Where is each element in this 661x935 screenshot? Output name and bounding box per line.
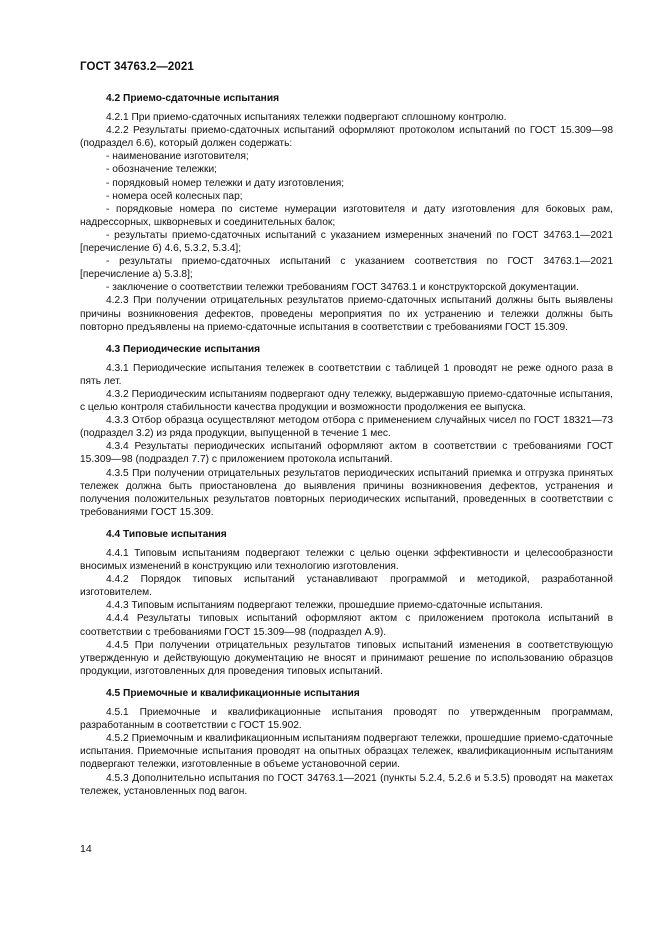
document-code-header: ГОСТ 34763.2—2021 xyxy=(80,61,194,73)
section-title: 4.5 Приемочные и квалификационные испытания xyxy=(106,687,360,699)
list-item: - обозначение тележки; xyxy=(106,164,217,176)
list-item: - номера осей колесных пар; xyxy=(106,190,243,202)
paragraph: 4.3.2 Периодическим испытаниям подвергают одну тележку, выдержавшую приемо-сдаточные испытания, с целью контроля стабильности качества продукции и возможности продолжения ее выпуска. xyxy=(80,388,613,414)
paragraph: 4.4.5 При получении отрицательных результатов типовых испытаний изменения в соответствующую утвержденную и действующую документацию не вносят и принимают решение по использованию образцов продукции, изготовленных для проведения типовых испытаний. xyxy=(80,639,613,677)
paragraph: 4.5.3 Дополнительно испытания по ГОСТ 34763.1—2021 (пункты 5.2.4, 5.2.6 и 5.3.5) проводят на макетах тележек, установленных под вагон. xyxy=(80,772,613,797)
list-item: - заключение о соответствии тележки требованиям ГОСТ 34763.1 и конструкторской документации. xyxy=(106,282,579,294)
paragraph: 4.2.2 Результаты приемо-сдаточных испытаний оформляют протоколом испытаний по ГОСТ 15.309—98 (подраздел 6.6), который должен содержать: xyxy=(80,125,613,150)
document-body xyxy=(80,92,613,798)
list-item: - результаты приемо-сдаточных испытаний с указанием измеренных значений по ГОСТ 34763.1—2021 [перечисление б) 4.6, 5.3.2, 5.3.4]; xyxy=(80,229,613,255)
paragraph: 4.4.4 Результаты типовых испытаний оформляют актом с приложением протокола испытаний в соответствии с требованиями ГОСТ 15.309—98 (подраздел А.9). xyxy=(80,613,613,638)
paragraph: 4.4.2 Порядок типовых испытаний устанавливают программой и методикой, разработанной изготовителем. xyxy=(80,574,613,599)
section-title: 4.4 Типовые испытания xyxy=(106,528,227,540)
section-title: 4.3 Периодические испытания xyxy=(106,343,261,355)
paragraph: 4.3.4 Результаты периодических испытаний оформляют актом в соответствии с требованиями ГОСТ 15.309—98 (подраздел 7.7) с приложением протокола испытаний. xyxy=(80,441,613,466)
paragraph: 4.3.5 При получении отрицательных результатов периодических испытаний приемка и отгрузка принятых тележек должна быть приостановлена до выявления причины возникновения дефектов, устранения и получения положительных результатов повторных периодических испытаний, проведенных в соответствии с требованиями ГОСТ 15.309. xyxy=(80,467,613,518)
paragraph: 4.4.3 Типовым испытаниям подвергают тележки, прошедшие приемо-сдаточные испытания. xyxy=(106,600,543,612)
paragraph: 4.3.1 Периодические испытания тележек в соответствии с таблицей 1 проводят не реже одного раза в пять лет. xyxy=(80,362,613,387)
paragraph: 4.3.3 Отбор образца осуществляют методом отбора с применением случайных чисел по ГОСТ 18321—73 (подраздел 3.2) из ряда продукции, выпущенной в течение 1 мес. xyxy=(80,415,613,440)
paragraph: 4.5.1 Приемочные и квалификационные испытания проводят по утвержденным программам, разработанным в соответствии с ГОСТ 15.902. xyxy=(80,707,613,732)
list-item: - порядковые номера по системе нумерации изготовителя и дату изготовления для боковых рам, надрессорных, шкворневых и соединительных балок; xyxy=(80,203,613,228)
paragraph: 4.2.1 При приемо-сдаточных испытаниях тележки подвергают сплошному контролю. xyxy=(106,112,507,124)
page-number: 14 xyxy=(80,843,92,855)
list-item: - наименование изготовителя; xyxy=(106,151,249,163)
list-item: - порядковый номер тележки и дату изготовления; xyxy=(106,177,345,189)
paragraph: 4.2.3 При получении отрицательных результатов приемо-сдаточных испытаний должны быть выявлены причины возникновения дефектов, проведены мероприятия по их устранению и тележки должны быть повторно предъявлены на приемо-сдаточные испытания в соответствии с требованиями ГОСТ 15.309. xyxy=(80,295,613,333)
paragraph: 4.4.1 Типовым испытаниям подвергают тележки с целью оценки эффективности и целесообразности вносимых изменений в конструкцию или технологию изготовления. xyxy=(80,548,613,573)
paragraph: 4.5.2 Приемочным и квалификационным испытаниям подвергают тележки, прошедшие приемо-сдаточные испытания. Приемочные испытания проводят на опытных образцах тележек, квалификационным испытаниям подвергают тележки, изготовленные в объеме установочной серии. xyxy=(80,733,613,771)
list-item: - результаты приемо-сдаточных испытаний с указанием соответствия по ГОСТ 34763.1—2021 [перечисление а) 5.3.8]; xyxy=(80,256,613,281)
section-title: 4.2 Приемо-сдаточные испытания xyxy=(106,93,280,104)
